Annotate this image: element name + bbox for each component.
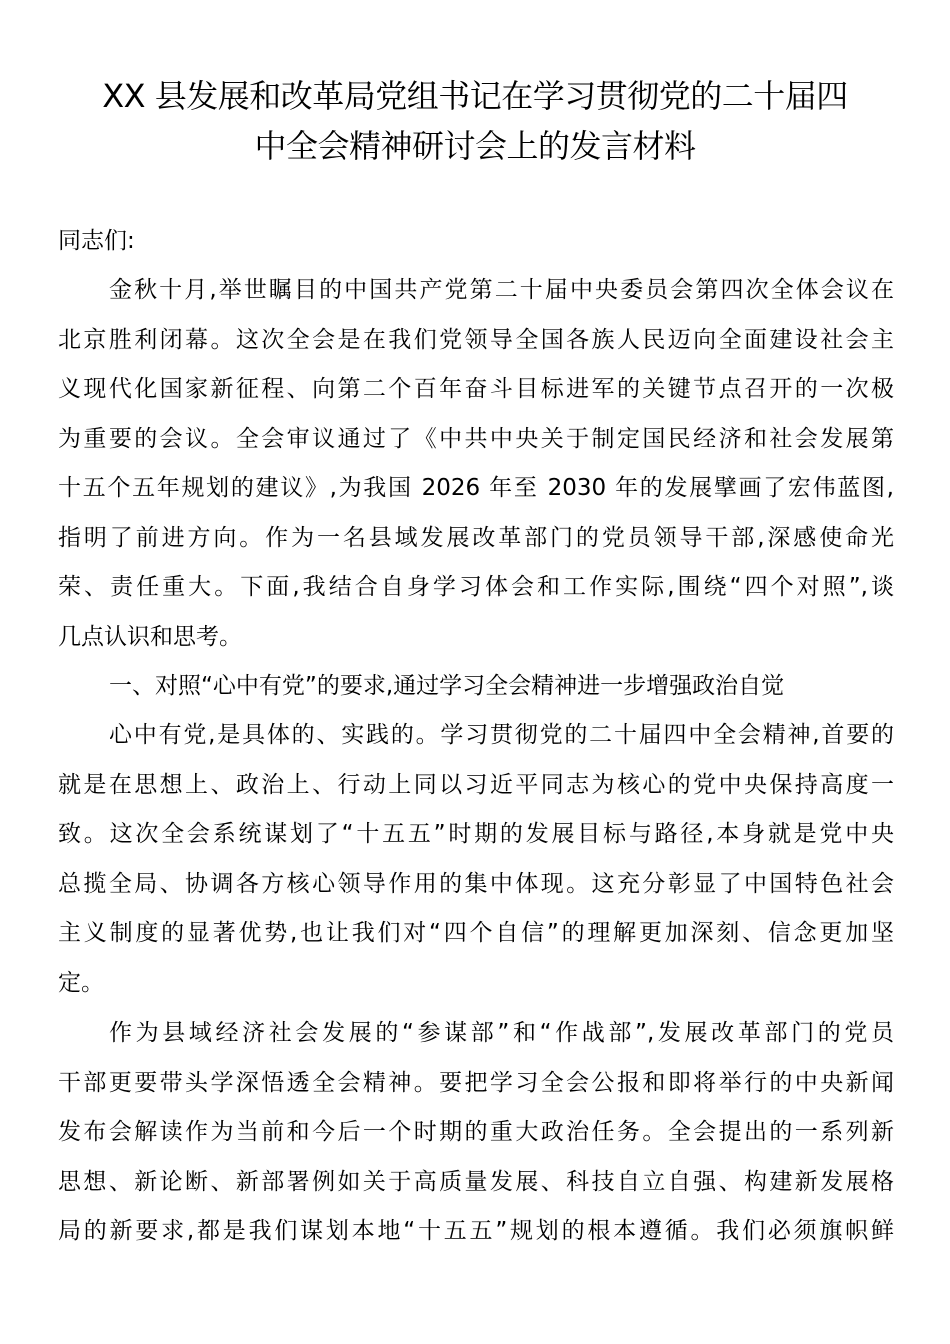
paragraph-2	[58, 1009, 894, 1257]
paragraph-line: 金秋十月,举世瞩目的中国共产党第二十届中央委员会第四次全体会议在	[109, 277, 894, 303]
title-line: 中全会精神研讨会上的发言材料	[254, 127, 696, 165]
paragraph-line: 总揽全局、协调各方核心领导作用的集中体现。这充分彰显了中国特色社会	[58, 870, 894, 897]
paragraph-intro	[58, 266, 894, 662]
paragraph-1	[58, 711, 894, 1008]
paragraph-line: 北京胜利闭幕。这次全会是在我们党领导全国各族人民迈向全面建设社会主	[58, 326, 894, 353]
paragraph-line: 致。这次全会系统谋划了“十五五”时期的发展目标与路径,本身就是党中央	[58, 821, 894, 847]
paragraph-line: 心中有党,是具体的、实践的。学习贯彻党的二十届四中全会精神,首要的	[109, 722, 894, 748]
paragraph-line: 局的新要求,都是我们谋划本地“十五五”规划的根本遵循。我们必须旗帜鲜	[58, 1218, 894, 1244]
paragraph-line: 荣、责任重大。下面,我结合自身学习体会和工作实际,围绕“四个对照”,谈	[58, 574, 894, 600]
paragraph-line: 作为县域经济社会发展的“参谋部”和“作战部”,发展改革部门的党员	[109, 1020, 894, 1046]
paragraph-line: 思想、新论断、新部署例如关于高质量发展、科技自立自强、构建新发展格	[58, 1168, 894, 1195]
section-heading-1	[58, 662, 894, 712]
paragraph-line: 义现代化国家新征程、向第二个百年奋斗目标进军的关键节点召开的一次极	[58, 376, 894, 402]
paragraph-line: 就是在思想上、政治上、行动上同以习近平同志为核心的党中央保持高度一	[58, 771, 894, 798]
salutation-block	[58, 217, 894, 267]
section-heading-text: 一、对照“心中有党”的要求,通过学习全会精神进一步增强政治自觉	[109, 673, 785, 699]
paragraph-line: 几点认识和思考。	[58, 623, 242, 650]
paragraph-line: 定。	[58, 969, 104, 996]
document-title	[40, 74, 910, 168]
paragraph-line: 指明了前进方向。作为一名县域发展改革部门的党员领导干部,深感使命光	[58, 524, 894, 551]
title-line: XX 县发展和改革局党组书记在学习贯彻党的二十届四	[102, 77, 848, 115]
paragraph-line: 主义制度的显著优势,也让我们对“四个自信”的理解更加深刻、信念更加坚	[58, 920, 894, 946]
paragraph-line: 发布会解读作为当前和今后一个时期的重大政治任务。全会提出的一系列新	[58, 1119, 894, 1145]
salutation: 同志们:	[58, 228, 135, 254]
paragraph-line: 为重要的会议。全会审议通过了《中共中央关于制定国民经济和社会发展第	[58, 425, 894, 452]
paragraph-line: 十五个五年规划的建议》,为我国 2026 年至 2030 年的发展擘画了宏伟蓝图,	[58, 475, 894, 501]
paragraph-line: 干部更要带头学深悟透全会精神。要把学习全会公报和即将举行的中央新闻	[58, 1069, 894, 1096]
